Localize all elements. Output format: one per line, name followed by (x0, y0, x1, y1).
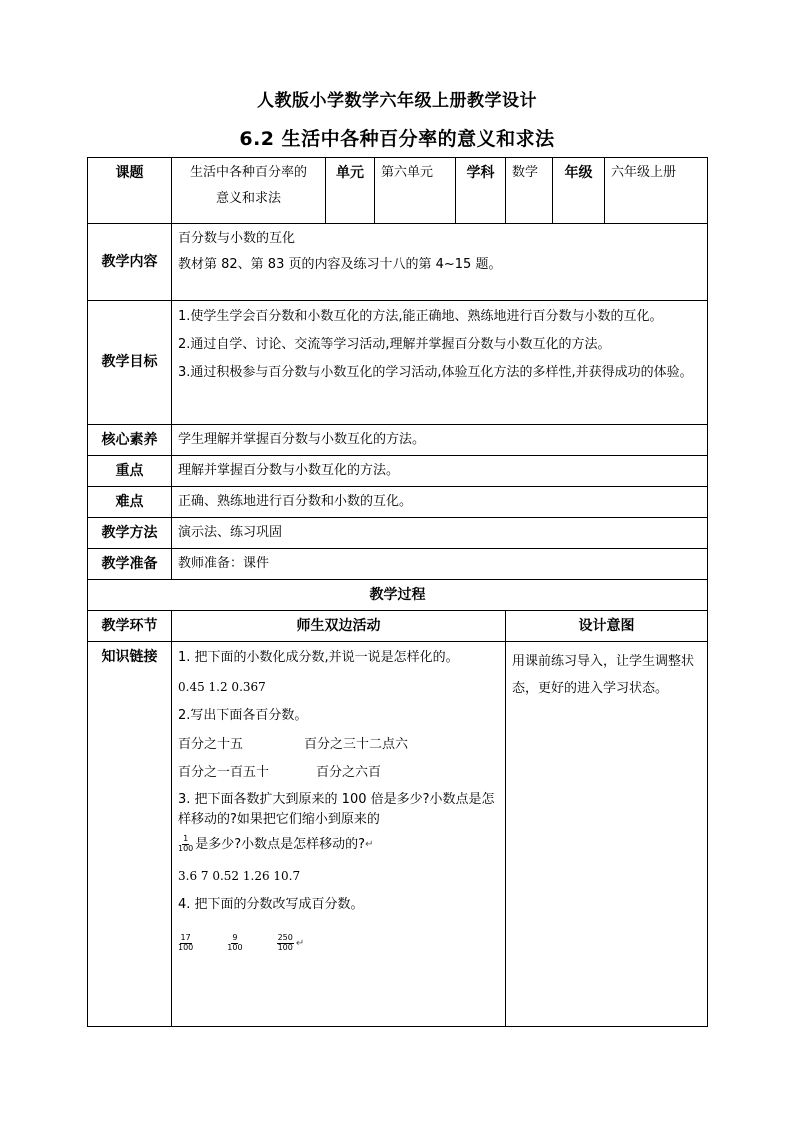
q2-row-2 (178, 763, 499, 783)
document-title: 人教版小学数学六年级上册教学设计 (257, 91, 537, 111)
q4-fraction-3-numerator: 250 (277, 933, 293, 942)
difficulty-label: 难点 (88, 487, 172, 518)
subject-value: 数学 (506, 158, 553, 224)
return-mark-icon: ↵ (295, 937, 305, 949)
content-value (172, 224, 708, 301)
q3-tail: 是多少?小数点是怎样移动的? (195, 837, 366, 852)
q4-fraction-2 (227, 934, 242, 953)
q3-text: 3. 把下面各数扩大到原来的 100 倍是多少?小数点是怎样移动的?如果把它们缩小到原来的 (178, 792, 495, 827)
key-value: 理解并掌握百分数与小数互化的方法。 (172, 456, 708, 487)
q4-fraction-1-denominator: 100 (178, 942, 194, 952)
q3-fraction (178, 835, 193, 854)
stage-label: 知识链接 (88, 642, 172, 1027)
q4-fraction-3-denominator: 100 (277, 942, 293, 952)
q4-fraction-1-numerator: 17 (180, 933, 191, 942)
q3-numbers: 3.6 7 0.52 1.26 10.7 (178, 868, 301, 883)
q4-text: 4. 把下面的分数改写成百分数。 (178, 896, 364, 912)
q2-item-c: 百分之一百五十 (178, 764, 270, 780)
key-label: 重点 (88, 456, 172, 487)
goals-value (172, 301, 708, 425)
q1-text: 1. 把下面的小数化成分数,并说一说是怎样化的。 (178, 650, 459, 665)
content-line1: 百分数与小数的互化 (178, 231, 296, 246)
goal-2: 2.通过自学、讨论、交流等学习活动,理解并掌握百分数与小数互化的方法。 (178, 337, 611, 353)
activity-cell (172, 642, 506, 1027)
q3-fraction-numerator: 1 (183, 834, 189, 844)
q4-fraction-1 (178, 934, 193, 953)
topic-line2: 意义和求法 (215, 190, 281, 206)
q2-item-a: 百分之十五 (178, 737, 244, 752)
method-label: 教学方法 (88, 518, 172, 549)
method-value: 演示法、练习巩固 (172, 518, 708, 549)
grade-label: 年级 (553, 158, 605, 224)
grade-value: 六年级上册 (605, 158, 708, 224)
unit-label: 单元 (326, 158, 375, 224)
q2-text: 2.写出下面各百分数。 (178, 707, 308, 723)
content-line2: 教材第 82、第 83 页的内容及练习十八的第 4~15 题。 (178, 256, 502, 272)
goals-label: 教学目标 (88, 301, 172, 425)
q4-fractions (178, 934, 499, 953)
goal-1: 1.使学生学会百分数和小数互化的方法,能正确地、熟练地进行百分数与小数的互化。 (178, 309, 663, 324)
q3-fraction-denominator: 100 (178, 844, 194, 854)
topic-line1: 生活中各种百分率的 (189, 165, 307, 180)
topic-label: 课题 (88, 158, 172, 224)
q2-item-d: 百分之六百 (316, 764, 382, 780)
prep-label: 教学准备 (88, 549, 172, 580)
lesson-title: 6.2 生活中各种百分率的意义和求法 (239, 128, 555, 150)
process-title: 教学过程 (88, 580, 708, 611)
intent-cell: 用课前练习导入，让学生调整状态，更好的进入学习状态。 (506, 642, 708, 1027)
difficulty-value: 正确、熟练地进行百分数和小数的互化。 (172, 487, 708, 518)
core-label: 核心素养 (88, 425, 172, 456)
q1-numbers: 0.45 1.2 0.367 (178, 679, 266, 694)
q2-item-b: 百分之三十二点六 (304, 737, 409, 752)
goal-3: 3.通过积极参与百分数与小数互化的学习活动,体验互化方法的多样性,并获得成功的体验。 (178, 365, 693, 381)
core-value: 学生理解并掌握百分数与小数互化的方法。 (172, 425, 708, 456)
q2-row-1 (178, 735, 499, 755)
q4-fraction-2-numerator: 9 (232, 933, 238, 942)
process-col-intent: 设计意图 (506, 611, 708, 642)
q4-fraction-3 (277, 934, 294, 953)
process-col-activity: 师生双边活动 (172, 611, 506, 642)
content-label: 教学内容 (88, 224, 172, 301)
subject-label: 学科 (456, 158, 506, 224)
lesson-plan-table (87, 157, 708, 1027)
prep-value: 教师准备：课件 (172, 549, 708, 580)
q4-fraction-2-denominator: 100 (227, 942, 243, 952)
process-col-stage: 教学环节 (88, 611, 172, 642)
unit-value: 第六单元 (375, 158, 456, 224)
return-mark-icon: ↵ (365, 839, 374, 851)
q3-fraction-line (178, 835, 499, 855)
topic-value (172, 158, 326, 224)
